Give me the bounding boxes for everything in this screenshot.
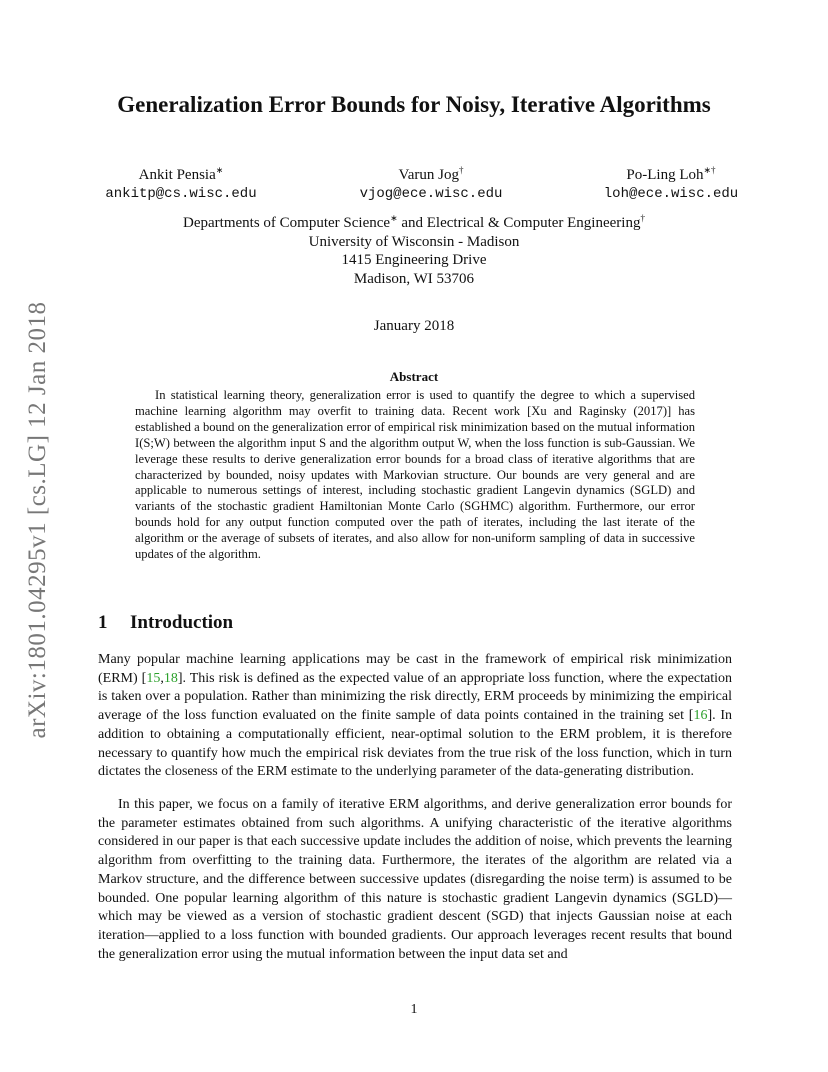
paragraph-text: ]. In addition to obtaining a computationally efficient, near-optimal solution to the ERM problem, it is therefore necessary to quantify how much the empirical risk deviates from the true risk of the loss function, which in turn dictates the closeness of the ERM estimate to the underlying parameter of the data-generating distribution. [98,708,733,780]
citation-link[interactable]: 15 [146,670,161,686]
author-mark: † [458,165,464,175]
author-name: Po-Ling Loh [626,167,704,183]
abstract-heading: Abstract [389,369,439,384]
section-title: Introduction [130,612,234,633]
department-b-mark: † [640,213,645,223]
paper-title: Generalization Error Bounds for Noisy, Iterative Algorithms [117,92,711,117]
paper-date: January 2018 [373,318,455,334]
section-heading [98,612,233,634]
city-address: Madison, WI 53706 [353,270,475,287]
author-block [96,166,746,206]
department-b: and Electrical & Computer Engineering [397,215,641,231]
street-address: 1415 Engineering Drive [341,252,487,268]
author-email: ankitp@cs.wisc.edu [105,186,257,202]
citation-link[interactable]: 16 [693,708,708,724]
university: University of Wisconsin - Madison [308,233,520,250]
author-mark: ∗† [703,165,716,175]
intro-paragraph-1 [98,651,732,782]
citation-link[interactable]: 18 [163,670,178,686]
author-mark: ∗ [215,165,224,175]
author-name: Varun Jog [398,167,459,183]
abstract-text: In statistical learning theory, generalization error is used to quantify the degree to which a supervised machine learning algorithm may overfit to training data. Recent work [Xu and Raginsky (2017)] has established a bound on the generalization error of empirical risk minimization based on the mutual information I(S;W) between the algorithm input S and the algorithm output W, when the loss function is sub-Gaussian. We leverage these results to derive generalization error bounds for a broad class of iterative algorithms that are characterized by bounded, noisy updates with Markovian structure. Our bounds are very general and are applicable to numerous settings of interest, including stochastic gradient Langevin dynamics (SGLD) and variants of the stochastic gradient Hamiltonian Monte Carlo (SGHMC) algorithm. Furthermore, our error bounds hold for any output function computed over the path of iterates, including the last iterate of the algorithm or the average of subsets of iterates, and also allow for non-uniform sampling of data in successive updates of the algorithm. [135,388,695,562]
author-3 [596,166,746,204]
author-1 [96,166,266,204]
author-email: loh@ece.wisc.edu [603,186,739,202]
arxiv-identifier: arXiv:1801.04295v1 [cs.LG] 12 Jan 2018 [24,301,51,739]
paragraph-text: , [160,670,164,686]
department-line [96,214,732,233]
author-name: Ankit Pensia [138,167,216,183]
section-number: 1 [98,612,108,633]
intro-paragraph-2: In this paper, we focus on a family of iterative ERM algorithms, and derive generalization error bounds for the parameter estimates obtained from such algorithms. A unifying characteristic of the iterative algorithms considered in our paper is that each successive update includes the addition of noise, which prevents the learning algorithm from overfitting to the training data. Furthermore, the iterates of the algorithm are related via a Markov structure, and the difference between successive updates (disregarding the noise term) is assumed to be bounded. One popular learning algorithm of this nature is stochastic gradient Langevin dynamics (SGLD)—which may be viewed as a version of stochastic gradient descent (SGD) that injects Gaussian noise at each iteration—applied to a loss function with bounded gradients. Our approach leverages recent results that bound the generalization error using the mutual information between the input data set and [98,797,732,962]
page-number: 1 [410,1002,418,1017]
department-a-mark: ∗ [390,213,398,223]
department-a: Departments of Computer Science [183,215,391,231]
author-email: vjog@ece.wisc.edu [359,186,503,202]
affiliation [96,214,732,288]
paragraph-text: ]. This risk is defined as the expected value of an appropriate loss function, where the expectation is taken over a population. Rather than minimizing the risk directly, ERM proceeds by minimizing the empirical average of the loss function evaluated on the finite sample of data points contained in the training set [ [98,670,733,724]
author-2 [336,166,526,204]
paragraph-text: Many popular machine learning applications may be cast in the framework of empirical risk minimization (ERM) [ [98,652,732,686]
